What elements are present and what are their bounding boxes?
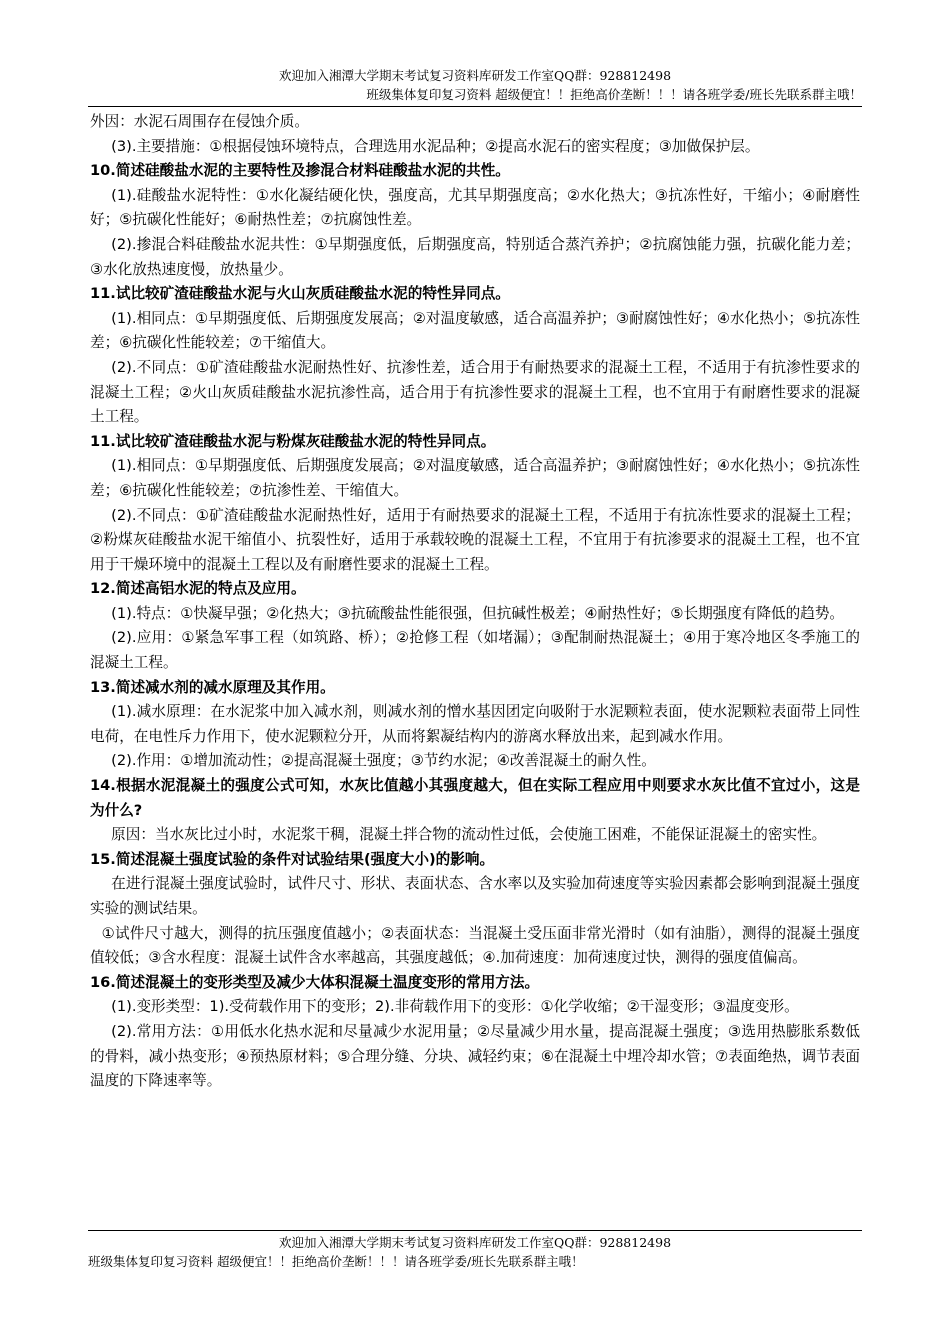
- paragraph: (2).常用方法：①用低水化热水泥和尽量减少水泥用量；②尽量减少用水量，提高混凝土强度；③选用热膨胀系数低的骨料，减小热变形；④预热原材料；⑤合理分缝、分块、减轻约束；⑥在混凝土中埋冷却水管；⑦表面绝热，调节表面温度的下降速率等。: [90, 1022, 860, 1090]
- document-body: [90, 110, 860, 1094]
- paragraph: (1).相同点：①早期强度低、后期强度发展高；②对温度敏感，适合高温养护；③耐腐蚀性好；④水化热小；⑤抗冻性差；⑥抗碳化性能较差；⑦干缩值大。: [90, 309, 860, 352]
- paragraph: (1).变形类型：1).受荷载作用下的变形；2).非荷载作用下的变形：①化学收缩；②干湿变形；③温度变形。: [111, 998, 799, 1016]
- question-heading: 10.简述硅酸盐水泥的主要特性及掺混合材料硅酸盐水泥的共性。: [90, 162, 510, 180]
- question-heading: 12.简述高铝水泥的特点及应用。: [90, 580, 306, 598]
- question-heading: 14.根据水泥混凝土的强度公式可知，水灰比值越小其强度越大，但在实际工程应用中则要求水灰比值不宜过小，这是为什么?: [90, 777, 860, 819]
- paragraph: 外因：水泥石周围存在侵蚀介质。: [90, 113, 309, 130]
- question-heading: 11.试比较矿渣硅酸盐水泥与粉煤灰硅酸盐水泥的特性异同点。: [90, 432, 496, 450]
- paragraph: (1).硅酸盐水泥特性：①水化凝结硬化快，强度高，尤其早期强度高；②水化热大；③抗冻性好，干缩小；④耐磨性好；⑤抗碳化性能好；⑥耐热性差；⑦抗腐蚀性差。: [90, 186, 860, 229]
- paragraph: (2).掺混合料硅酸盐水泥共性：①早期强度低，后期强度高，特别适合蒸汽养护；②抗腐蚀能力强，抗碳化能力差；③水化放热速度慢，放热量少。: [90, 235, 860, 278]
- question-heading: 15.简述混凝土强度试验的条件对试验结果(强度大小)的影响。: [90, 850, 495, 868]
- paragraph: 在进行混凝土强度试验时，试件尺寸、形状、表面状态、含水率以及实验加荷速度等实验因素都会影响到混凝土强度实验的测试结果。: [90, 875, 860, 917]
- paragraph: (2).应用：①紧急军事工程（如筑路、桥）；②抢修工程（如堵漏）；③配制耐热混凝土；④用于寒冷地区冬季施工的混凝土工程。: [90, 629, 860, 672]
- footer-line-1: 欢迎加入湘潭大学期末考试复习资料库研发工作室QQ群：928812498: [278, 1235, 672, 1250]
- header-line-2: 班级集体复印复习资料 超级便宜！！拒绝高价垄断！！！请各班学委/班长先联系群主哦！: [366, 87, 862, 102]
- footer-line-2: 班级集体复印复习资料 超级便宜！！拒绝高价垄断！！！请各班学委/班长先联系群主哦！: [88, 1254, 584, 1269]
- page-footer: [88, 1230, 862, 1271]
- question-heading: 16.简述混凝土的变形类型及减少大体积混凝土温度变形的常用方法。: [90, 973, 540, 991]
- header-line-1: 欢迎加入湘潭大学期末考试复习资料库研发工作室QQ群：928812498: [278, 68, 672, 83]
- paragraph: (1).特点：①快凝早强；②化热大；③抗硫酸盐性能很强，但抗碱性极差；④耐热性好；⑤长期强度有降低的趋势。: [111, 604, 845, 622]
- paragraph: 原因：当水灰比过小时，水泥浆干稠，混凝土拌合物的流动性过低，会使施工困难，不能保证混凝土的密实性。: [111, 826, 827, 844]
- page-header: [88, 66, 862, 107]
- question-heading: 11.试比较矿渣硅酸盐水泥与火山灰质硅酸盐水泥的特性异同点。: [90, 285, 510, 303]
- question-heading: 13.简述减水剂的减水原理及其作用。: [90, 678, 335, 696]
- paragraph: ①试件尺寸越大，测得的抗压强度值越小；②表面状态：当混凝土受压面非常光滑时（如有油脂），测得的混凝土强度值较低；③含水程度：混凝土试件含水率越高，其强度越低；④.加荷速度：加荷速度过快，测得的强度值偏高。: [90, 924, 860, 967]
- paragraph: (2).作用：①增加流动性；②提高混凝土强度；③节约水泥；④改善混凝土的耐久性。: [111, 752, 656, 770]
- paragraph: (1).减水原理：在水泥浆中加入减水剂，则减水剂的憎水基因团定向吸附于水泥颗粒表面，使水泥颗粒表面带上同性电荷，在电性斥力作用下，使水泥颗粒分开，从而将絮凝结构内的游离水释放出来，起到减水作用。: [90, 703, 860, 745]
- paragraph: (2).不同点：①矿渣硅酸盐水泥耐热性好、抗渗性差，适合用于有耐热要求的混凝土工程，不适用于有抗渗性要求的混凝土工程；②火山灰质硅酸盐水泥抗渗性高，适合用于有抗渗性要求的混凝土工程，也不宜用于有耐磨性要求的混凝土工程。: [90, 358, 860, 426]
- paragraph: (3).主要措施：①根据侵蚀环境特点，合理选用水泥品种；②提高水泥石的密实程度；③加做保护层。: [111, 137, 760, 155]
- paragraph: (2).不同点：①矿渣硅酸盐水泥耐热性好，适用于有耐热要求的混凝土工程，不适用于有抗冻性要求的混凝土工程；②粉煤灰硅酸盐水泥干缩值小、抗裂性好，适用于承载较晚的混凝土工程，不宜用于有抗渗要求的混凝土工程，也不宜用于干燥环境中的混凝土工程以及有耐磨性要求的混凝土工程。: [90, 506, 860, 573]
- paragraph: (1).相同点：①早期强度低、后期强度发展高；②对温度敏感，适合高温养护；③耐腐蚀性好；④水化热小；⑤抗冻性差；⑥抗碳化性能较差；⑦抗渗性差、干缩值大。: [90, 457, 860, 499]
